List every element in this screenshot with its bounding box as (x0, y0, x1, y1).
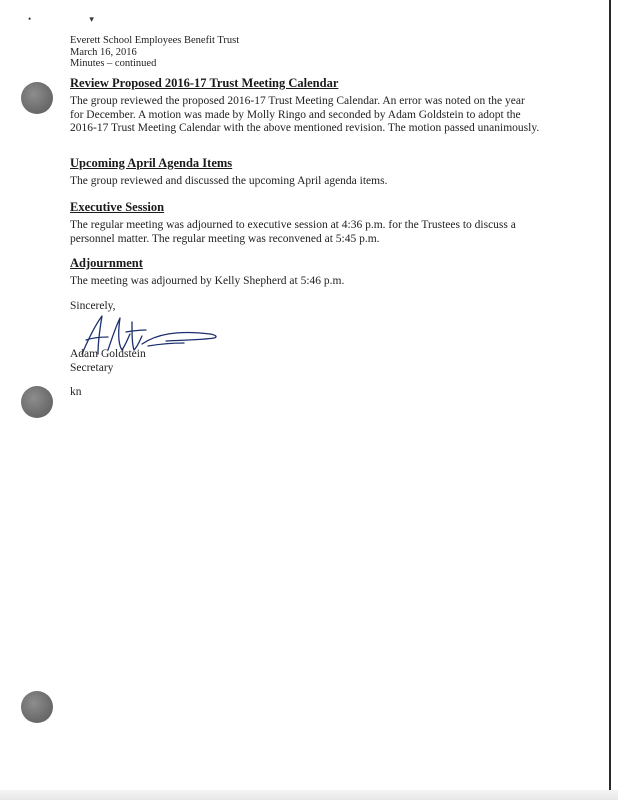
header-subtitle: Minutes – continued (70, 58, 157, 69)
punch-hole-icon (21, 691, 53, 723)
punch-hole-icon (21, 82, 53, 114)
typist-initials: kn (70, 386, 82, 398)
meeting-date: March 16, 2016 (70, 46, 137, 58)
org-name: Everett School Employees Benefit Trust (70, 35, 240, 46)
closing-salutation: Sincerely, (70, 300, 116, 312)
section-heading: Review Proposed 2016-17 Trust Meeting Calendar (70, 76, 339, 90)
section-heading: Upcoming April Agenda Items (70, 156, 233, 170)
section-body: The group reviewed and discussed the upcoming April agenda items. (70, 175, 388, 187)
section-executive-session (70, 200, 540, 246)
punch-hole-icon (21, 386, 53, 418)
section-calendar-review (70, 76, 540, 136)
scan-specks: • ▾ (28, 14, 122, 24)
section-heading: Adjournment (70, 256, 143, 270)
page-bottom-shade (0, 790, 618, 800)
signer-name: Adam Goldstein (70, 348, 146, 360)
section-heading: Executive Session (70, 200, 165, 214)
page-edge (609, 0, 611, 790)
section-body: The meeting was adjourned by Kelly Shepherd at 5:46 p.m. (70, 275, 345, 287)
section-body: The group reviewed the proposed 2016-17 Trust Meeting Calendar. An error was noted on the year for December. A motion was made by Molly Ringo and seconded by Adam Goldstein to adopt the 2016-17 Trust Meeting Calendar with the above mentioned revision. The motion passed unanimously. (70, 95, 540, 135)
section-body: The regular meeting was adjourned to executive session at 4:36 p.m. for the Trustees to discuss a personnel matter. The regular meeting was reconvened at 5:45 p.m. (70, 219, 516, 245)
signature-block (70, 348, 146, 375)
section-april-agenda (70, 156, 387, 189)
signer-title: Secretary (70, 361, 114, 374)
document-header (70, 35, 239, 70)
section-adjournment (70, 256, 344, 289)
